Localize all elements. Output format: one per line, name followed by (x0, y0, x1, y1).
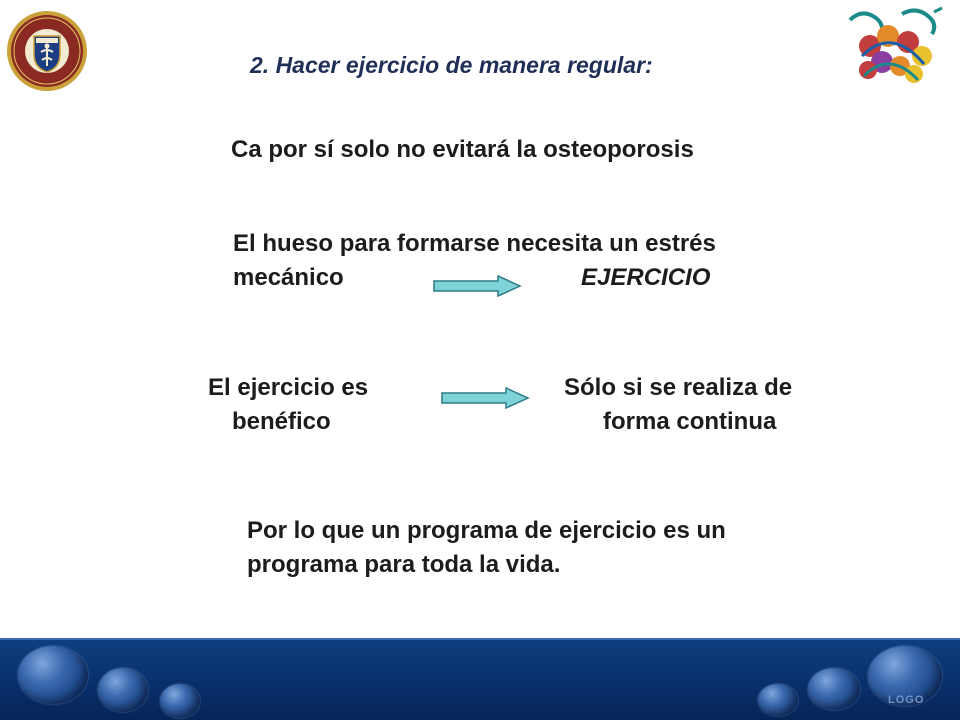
footer-band (0, 638, 960, 720)
lifelong-program-line-2: programa para toda la vida. (247, 551, 561, 578)
bone-stress-line-2: mecánico (233, 264, 344, 291)
lifelong-program-line-1: Por lo que un programa de ejercicio es un (247, 517, 726, 544)
right-arrow-icon (432, 275, 522, 297)
decorative-bubble (160, 684, 200, 718)
calcium-statement: Ca por sí solo no evitará la osteoporosis (231, 136, 694, 163)
university-seal-icon (6, 10, 88, 92)
footer-logo-text: LOGO (888, 694, 925, 706)
benefit-line-2: benéfico (232, 408, 331, 435)
right-arrow-icon (440, 387, 530, 409)
bone-stress-line-1: El hueso para formarse necesita un estrés (233, 230, 716, 257)
decorative-bubble (808, 668, 860, 710)
footer-divider (0, 638, 960, 640)
exercise-keyword: EJERCICIO (581, 264, 711, 291)
decorative-bubble (758, 684, 798, 716)
conference-emblem-icon (842, 6, 946, 86)
decorative-bubble (18, 646, 88, 704)
continuous-line-2: forma continua (603, 408, 777, 435)
slide-title: 2. Hacer ejercicio de manera regular: (250, 52, 653, 78)
continuous-line-1: Sólo si se realiza de (564, 374, 793, 401)
decorative-bubble (98, 668, 148, 712)
benefit-line-1: El ejercicio es (208, 374, 369, 401)
